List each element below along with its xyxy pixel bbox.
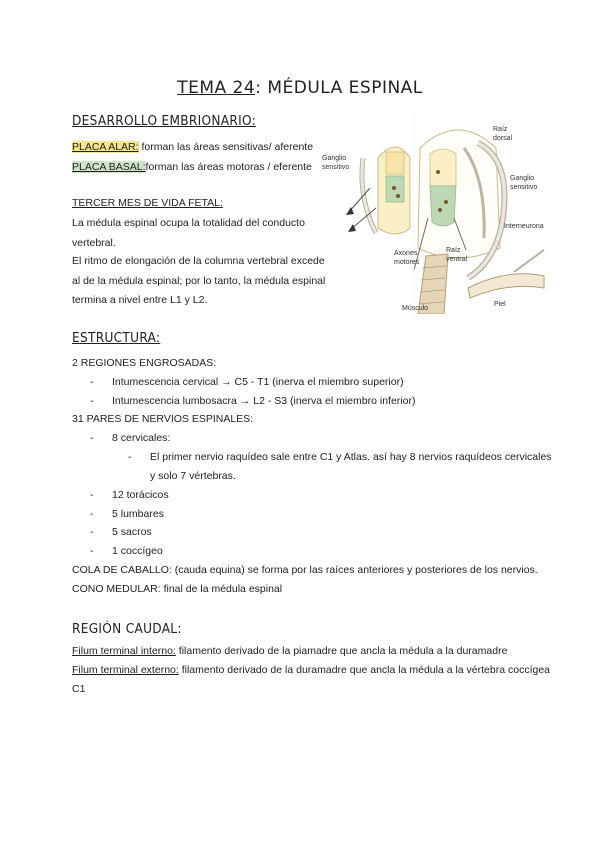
placa-alar-line bbox=[72, 141, 313, 153]
raiz-ventral-label: Raíz bbox=[446, 247, 461, 254]
filum-interno-text: filamento derivado de la piamadre que ancla la médula a la duramadre bbox=[175, 645, 508, 657]
filum-externo-label: Filum terminal externo: bbox=[72, 664, 179, 676]
filum-interno-line bbox=[72, 645, 507, 657]
sub-list-item: - El primer nervio raquídeo sale entre C1 y Atlas. así hay 8 nervios raquídeos cervicales bbox=[128, 451, 552, 463]
ganglio-sensitivo-right-label: Ganglio bbox=[510, 175, 535, 182]
raiz-dorsal-label: Raíz bbox=[493, 126, 508, 133]
ganglio-sensitivo-right-label-2: sensitivo bbox=[510, 184, 538, 191]
title-prefix: TEMA 24 bbox=[177, 78, 256, 98]
list-item: - Intumescencia cervical → C5 - T1 (inerva el miembro superior) bbox=[90, 376, 404, 388]
filum-externo-cont: C1 bbox=[72, 683, 86, 695]
sub-list-item-cont: y solo 7 vértebras. bbox=[150, 470, 236, 482]
list-item: - Intumescencia lumbosacra → L2 - S3 (inerva el miembro inferior) bbox=[90, 395, 416, 407]
section-heading-desarrollo: DESARROLLO EMBRIONARIO: bbox=[72, 113, 256, 129]
axones-motores-label: Axones bbox=[394, 250, 418, 257]
ganglio-sensitivo-left-label-2: sensitivo bbox=[322, 164, 350, 171]
raiz-dorsal-label-2: dorsal bbox=[493, 135, 513, 142]
section-heading-estructura: ESTRUCTURA: bbox=[72, 330, 161, 346]
ganglio-sensitivo-left-label: Ganglio bbox=[322, 155, 347, 162]
cola-caballo-line: COLA DE CABALLO: (cauda equina) se forma por las raíces anteriores y posteriores de los nervios. bbox=[72, 564, 538, 576]
list-item: - 5 lumbares bbox=[90, 508, 164, 520]
musculo-label: Músculo bbox=[402, 305, 429, 312]
pares-line: 31 PARES DE NERVIOS ESPINALES: bbox=[72, 413, 254, 425]
filum-externo-text: filamento derivado de la duramadre que ancla la médula a la vértebra coccígea bbox=[178, 664, 551, 676]
placa-alar-label: PLACA ALAR: bbox=[72, 141, 139, 153]
dev-line: La médula espinal ocupa la totalidad del conducto bbox=[72, 217, 305, 229]
placa-basal-text: forman las áreas motoras / eferente bbox=[145, 161, 312, 173]
section-heading-caudal: REGIÓN CAUDAL: bbox=[72, 621, 182, 637]
placa-alar-text: forman las áreas sensitivas/ aferente bbox=[138, 141, 314, 153]
placa-basal-line bbox=[72, 161, 312, 173]
dev-line: El ritmo de elongación de la columna vertebral excede bbox=[72, 255, 325, 267]
raiz-ventral-label-2: ventral bbox=[446, 256, 468, 263]
list-item: - 1 coccígeo bbox=[90, 545, 163, 557]
list-item: - 8 cervicales: bbox=[90, 432, 171, 444]
left-embryo-diagram bbox=[346, 147, 410, 234]
filum-interno-label: Filum terminal interno: bbox=[72, 645, 176, 657]
tercer-mes-heading: TERCER MES DE VIDA FETAL: bbox=[72, 197, 223, 209]
list-item: - 12 torácicos bbox=[90, 489, 169, 501]
cono-medular-line: CONO MEDULAR: final de la médula espinal bbox=[72, 583, 283, 595]
title-rest: : MÉDULA ESPINAL bbox=[255, 78, 423, 98]
spinal-cord-figure bbox=[318, 118, 548, 314]
list-item: - 5 sacros bbox=[90, 526, 152, 538]
dev-line: al de la médula espinal; por lo tanto, la médula espinal bbox=[72, 275, 326, 287]
dev-line: vertebral. bbox=[72, 237, 116, 249]
regiones-line: 2 REGIONES ENGROSADAS: bbox=[72, 357, 217, 369]
skin-drawing bbox=[468, 250, 544, 298]
axones-motores-label-2: motores bbox=[394, 259, 420, 266]
dev-line: termina a nivel entre L1 y L2. bbox=[72, 294, 208, 306]
filum-externo-line bbox=[72, 664, 550, 676]
page-title bbox=[0, 78, 600, 98]
placa-basal-label: PLACA BASAL: bbox=[72, 161, 146, 173]
interneurona-label: Interneurona bbox=[504, 223, 544, 230]
piel-label: Piel bbox=[494, 301, 506, 308]
